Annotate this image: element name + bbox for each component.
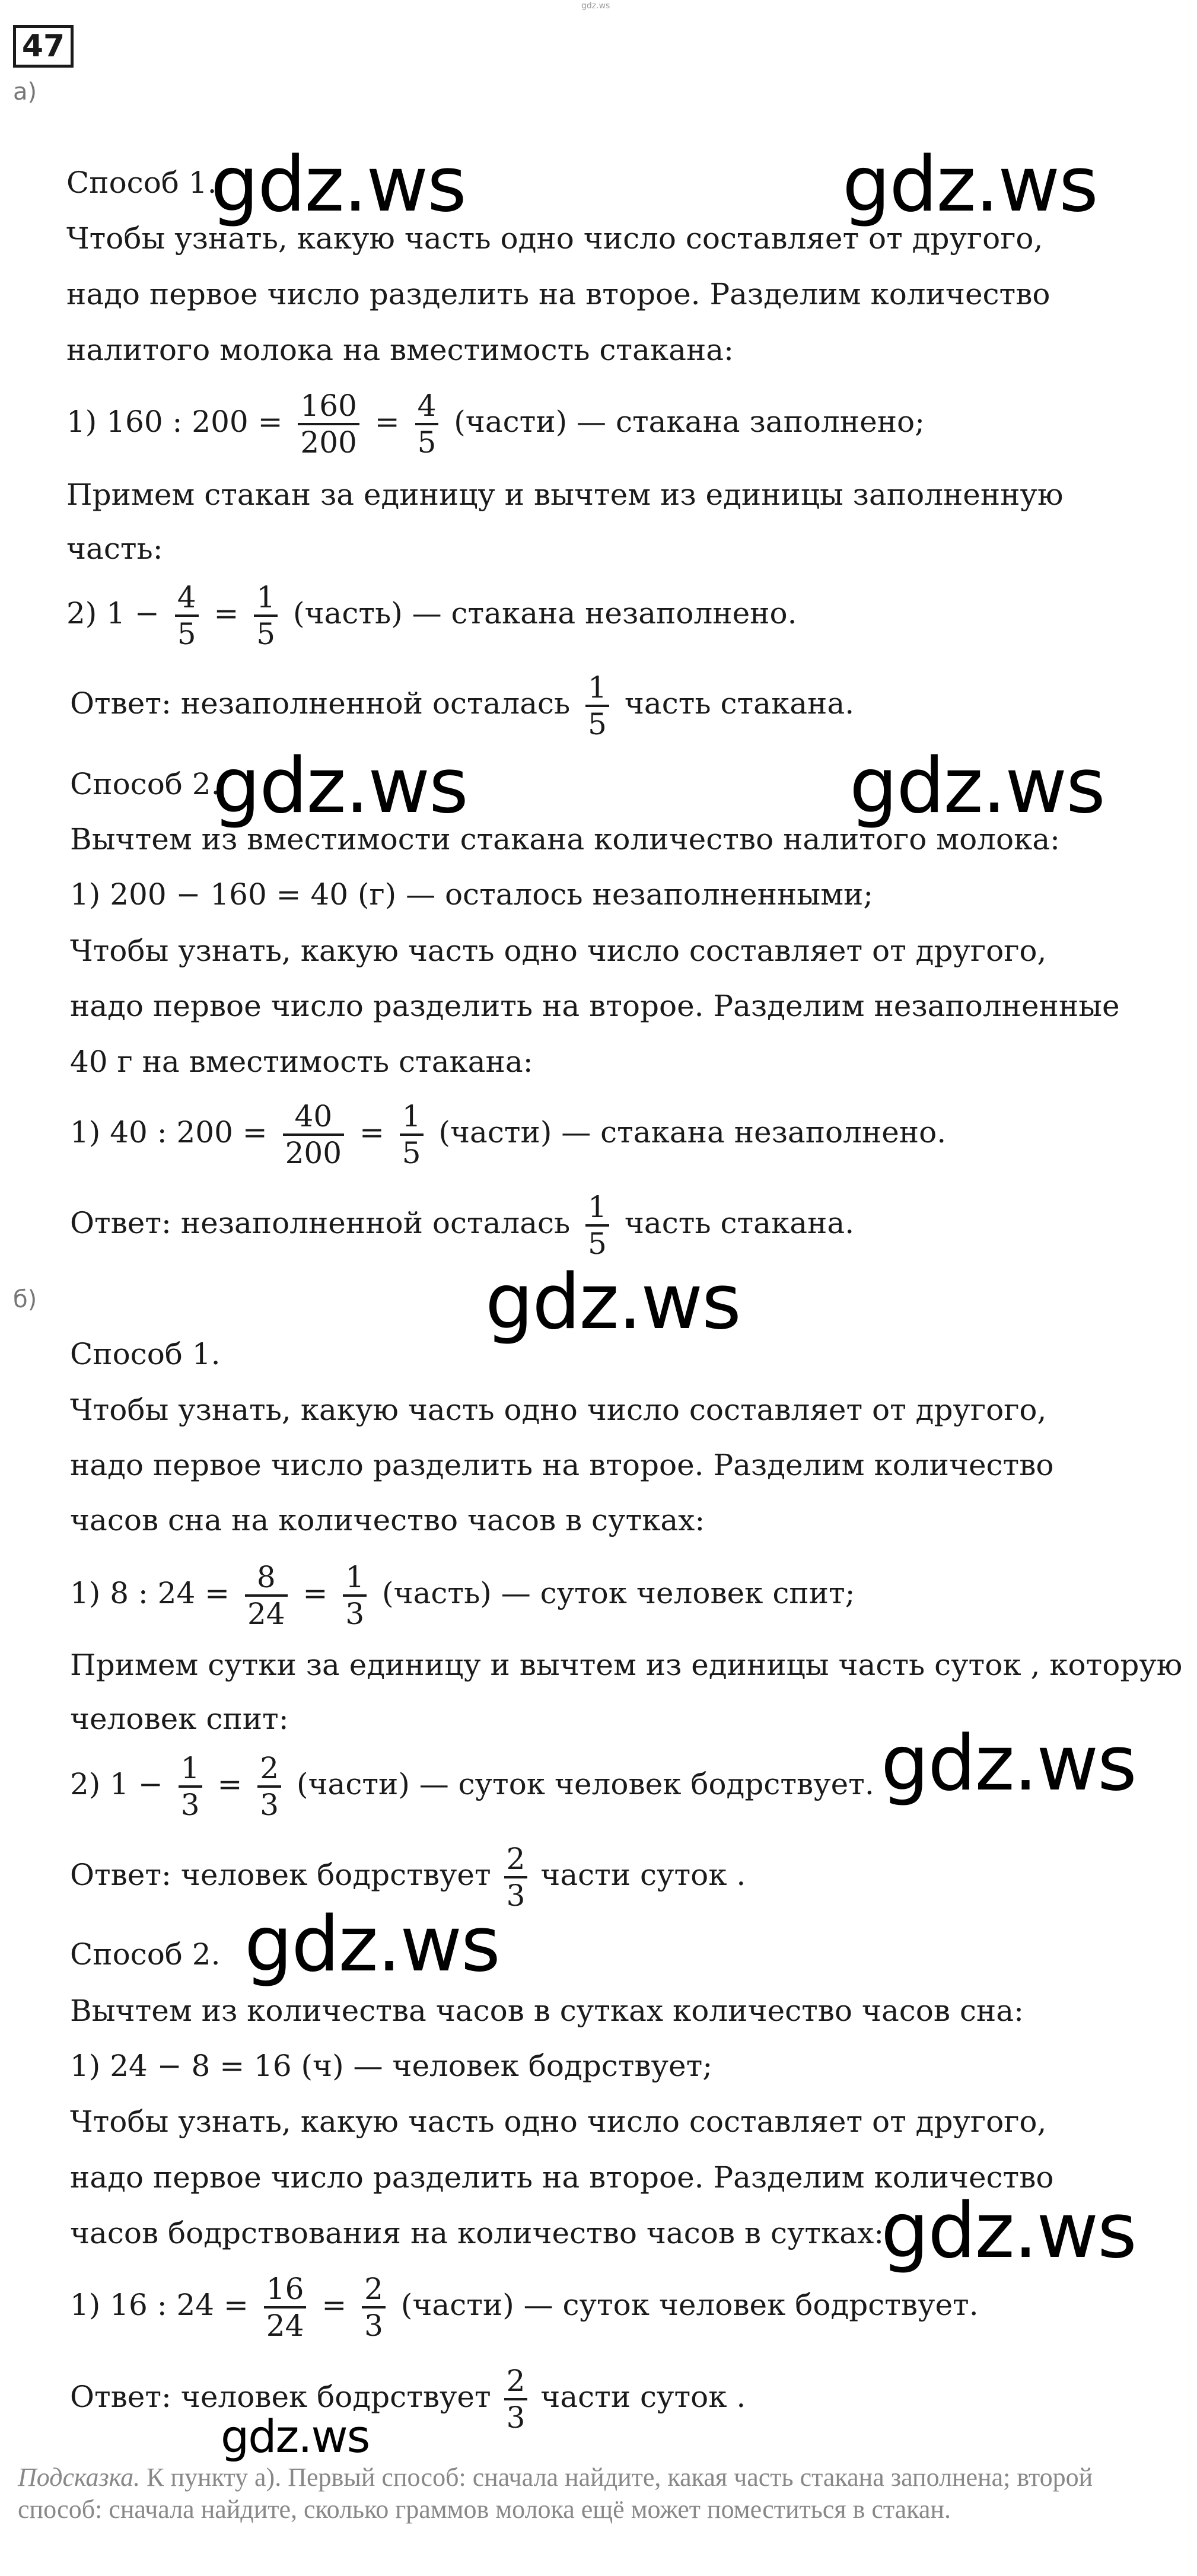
- part-a-method1-line5: часть:: [66, 531, 163, 566]
- part-b-method1-equation1: [70, 1560, 855, 1631]
- numerator: 1: [402, 1099, 421, 1133]
- fraction: [585, 1190, 609, 1261]
- part-b-method1-line2: надо первое число разделить на второе. Разделим количество: [70, 1448, 1054, 1482]
- eq-suffix: (части) — суток человек бодрствует.: [400, 2288, 979, 2322]
- numerator: 1: [588, 670, 607, 705]
- numerator: 2: [364, 2272, 383, 2306]
- part-b-method2-line4: надо первое число разделить на второе. Разделим количество: [70, 2160, 1054, 2195]
- watermark-logo: gdz.ws: [212, 742, 467, 830]
- part-a-method2-line5: 40 г на вместимость стакана:: [70, 1045, 533, 1079]
- fraction: [415, 389, 439, 460]
- denominator: 200: [285, 1136, 342, 1170]
- part-a-label: а): [13, 78, 37, 106]
- fraction: [585, 670, 609, 741]
- fraction: [283, 1099, 344, 1170]
- eq-prefix: 1) 40 : 200 =: [70, 1115, 268, 1150]
- answer-suffix: часть стакана.: [624, 686, 855, 721]
- denominator: 3: [364, 2308, 383, 2343]
- fraction: [400, 1099, 424, 1170]
- part-b-method1-line5: человек спит:: [70, 1702, 289, 1736]
- eq-prefix: 1) 160 : 200 =: [66, 405, 283, 439]
- fraction: [264, 2272, 307, 2343]
- equals-sign: =: [374, 405, 400, 439]
- numerator: 2: [260, 1751, 279, 1785]
- numerator: 4: [177, 580, 196, 614]
- equals-sign: =: [321, 2288, 347, 2322]
- denominator: 5: [588, 1227, 607, 1261]
- part-b-method2-line1: Вычтем из количества часов в сутках количество часов сна:: [70, 1994, 1024, 2028]
- eq-prefix: 2) 1 −: [66, 596, 160, 631]
- part-a-method1-line1: Чтобы узнать, какую часть одно число составляет от другого,: [66, 221, 1043, 256]
- eq-suffix: (части) — суток человек бодрствует.: [296, 1767, 874, 1801]
- equals-sign: =: [359, 1115, 384, 1150]
- part-b-label: б): [13, 1286, 37, 1313]
- watermark-logo: gdz.ws: [881, 1720, 1136, 1808]
- part-b-method1-heading: Способ 1.: [70, 1337, 221, 1371]
- numerator: 1: [588, 1190, 607, 1224]
- answer-prefix: Ответ: человек бодрствует: [70, 2380, 491, 2414]
- denominator: 5: [588, 707, 607, 741]
- part-a-method1-line4: Примем стакан за единицу и вычтем из единицы заполненную: [66, 477, 1064, 512]
- watermark-logo: gdz.ws: [485, 1258, 740, 1346]
- part-b-method2-answer: [70, 2364, 746, 2435]
- part-a-method1-line3: налитого молока на вместимость стакана:: [66, 333, 734, 367]
- part-a-method2-equation1: [70, 1099, 946, 1170]
- watermark-logo: gdz.ws: [849, 742, 1104, 830]
- answer-suffix: часть стакана.: [624, 1206, 855, 1240]
- equals-sign: =: [214, 596, 239, 631]
- eq-prefix: 1) 16 : 24 =: [70, 2288, 249, 2322]
- part-a-method2-line4: надо первое число разделить на второе. Разделим незаполненные: [70, 989, 1120, 1023]
- part-b-method2-line2: 1) 24 − 8 = 16 (ч) — человек бодрствует;: [70, 2049, 713, 2083]
- numerator: 1: [256, 580, 276, 614]
- part-b-method2-equation1: [70, 2272, 979, 2343]
- fraction: [343, 1560, 367, 1631]
- denominator: 24: [247, 1597, 285, 1631]
- part-a-method2-answer: [70, 1190, 854, 1261]
- watermark-logo: gdz.ws: [221, 2410, 370, 2463]
- part-a-method1-answer: [70, 670, 854, 741]
- eq-suffix: (часть) — суток человек спит;: [382, 1576, 855, 1610]
- equals-sign: =: [303, 1576, 328, 1610]
- numerator: 8: [256, 1560, 276, 1594]
- watermark-logo: gdz.ws: [842, 141, 1097, 229]
- part-a-method2-line1: Вычтем из вместимости стакана количество налитого молока:: [70, 822, 1061, 856]
- denominator: 200: [300, 425, 357, 460]
- fraction: [179, 1751, 202, 1822]
- numerator: 40: [294, 1099, 333, 1133]
- numerator: 1: [180, 1751, 200, 1785]
- eq-prefix: 1) 8 : 24 =: [70, 1576, 230, 1610]
- watermark-logo: gdz.ws: [881, 2187, 1136, 2275]
- part-b-method2-line5: часов бодрствования на количество часов в сутках:: [70, 2216, 884, 2250]
- watermark-logo: gdz.ws: [244, 1900, 499, 1989]
- part-a-method1-heading: Способ 1.: [66, 165, 217, 200]
- fraction: [504, 2364, 528, 2435]
- denominator: 3: [260, 1788, 279, 1822]
- part-a-method2-heading: Способ 2.: [70, 767, 221, 801]
- fraction: [298, 389, 359, 460]
- part-b-method1-line1: Чтобы узнать, какую часть одно число составляет от другого,: [70, 1393, 1047, 1427]
- numerator: 4: [417, 389, 437, 423]
- denominator: 3: [180, 1788, 200, 1822]
- part-a-method1-line2: надо первое число разделить на второе. Разделим количество: [66, 277, 1050, 311]
- answer-prefix: Ответ: незаполненной осталась: [70, 1206, 571, 1240]
- fraction: [245, 1560, 288, 1631]
- hint-text: [18, 2462, 1180, 2526]
- fraction: [254, 580, 278, 651]
- denominator: 3: [345, 1597, 365, 1631]
- numerator: 1: [345, 1560, 365, 1594]
- eq-suffix: (части) — стакана незаполнено.: [438, 1115, 947, 1150]
- part-a-method2-line2: 1) 200 − 160 = 40 (г) — осталось незаполненными;: [70, 877, 874, 912]
- denominator: 3: [506, 2400, 526, 2435]
- answer-prefix: Ответ: незаполненной осталась: [70, 686, 571, 721]
- fraction: [257, 1751, 281, 1822]
- denominator: 5: [177, 617, 196, 651]
- denominator: 24: [266, 2308, 304, 2343]
- answer-suffix: части суток .: [540, 1858, 746, 1892]
- part-b-method2-line3: Чтобы узнать, какую часть одно число составляет от другого,: [70, 2104, 1047, 2139]
- fraction: [504, 1842, 528, 1913]
- numerator: 2: [506, 1842, 526, 1876]
- top-watermark-text: gdz.ws: [581, 1, 610, 11]
- part-a-method1-equation1: [66, 389, 925, 460]
- part-b-method1-line3: часов сна на количество часов в сутках:: [70, 1503, 705, 1537]
- denominator: 5: [256, 617, 276, 651]
- part-a-method1-equation2: [66, 580, 797, 651]
- numerator: 16: [266, 2272, 304, 2306]
- eq-prefix: 2) 1 −: [70, 1767, 163, 1801]
- fraction: [362, 2272, 386, 2343]
- denominator: 5: [417, 425, 437, 460]
- part-b-method1-equation2: [70, 1751, 874, 1822]
- answer-prefix: Ответ: человек бодрствует: [70, 1858, 491, 1892]
- numerator: 160: [300, 389, 357, 423]
- hint-body: К пункту а). Первый способ: сначала найдите, какая часть стакана заполнена; второй способ: сначала найдите, сколько граммов молока ещё может поместиться в стакан.: [18, 2463, 1093, 2524]
- part-b-method2-heading: Способ 2.: [70, 1937, 221, 1972]
- watermark-logo: gdz.ws: [211, 141, 466, 229]
- eq-suffix: (часть) — стакана незаполнено.: [292, 596, 797, 631]
- equals-sign: =: [217, 1767, 243, 1801]
- part-b-method1-line4: Примем сутки за единицу и вычтем из единицы часть суток , которую: [70, 1648, 1183, 1682]
- numerator: 2: [506, 2364, 526, 2398]
- denominator: 5: [402, 1136, 421, 1170]
- answer-suffix: части суток .: [540, 2380, 746, 2414]
- eq-suffix: (части) — стакана заполнено;: [454, 405, 925, 439]
- fraction: [175, 580, 199, 651]
- denominator: 3: [506, 1878, 526, 1913]
- hint-label: Подсказка.: [18, 2463, 141, 2492]
- problem-number: 47: [13, 25, 74, 68]
- part-a-method2-line3: Чтобы узнать, какую часть одно число составляет от другого,: [70, 934, 1047, 968]
